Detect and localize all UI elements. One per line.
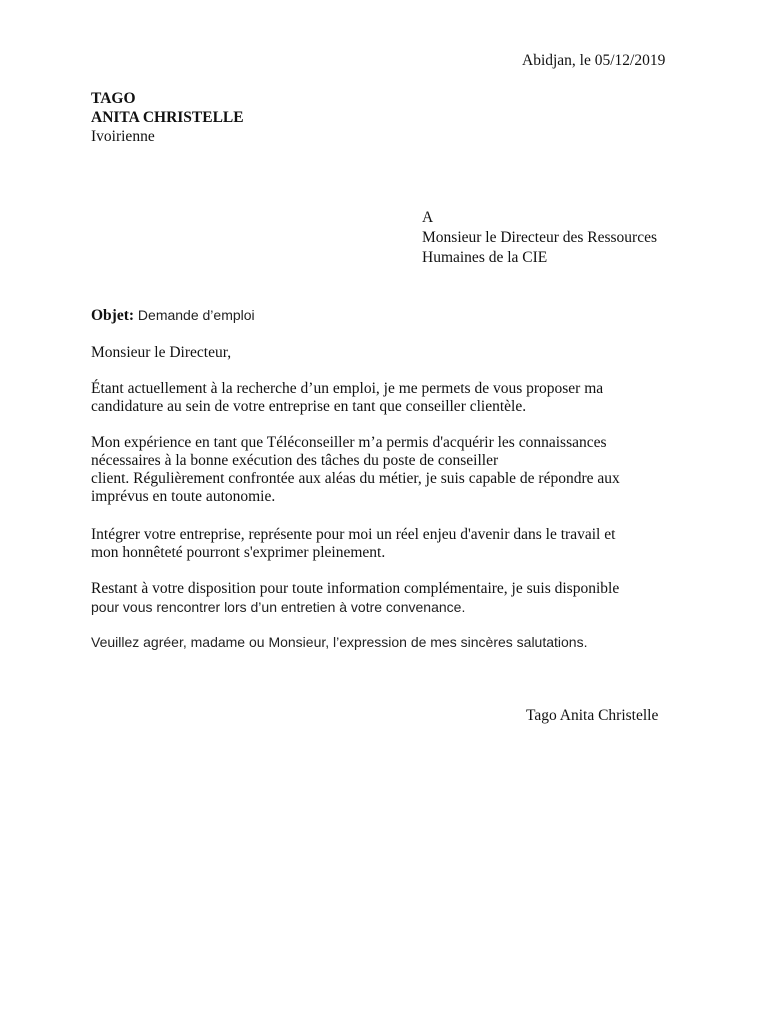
sender-first-names: ANITA CHRISTELLE — [91, 109, 244, 126]
recipient-line-1: A — [422, 209, 434, 226]
subject-label: Objet: — [91, 307, 135, 324]
paragraph-line: imprévus en toute autonomie. — [91, 488, 276, 505]
sender-nationality: Ivoirienne — [91, 128, 155, 145]
paragraph-line: Restant à votre disposition pour toute information complémentaire, je suis disponible — [91, 580, 620, 597]
paragraph-line: Veuillez agréer, madame ou Monsieur, l’expression de mes sincères salutations. — [91, 634, 588, 650]
paragraph-4 — [91, 580, 619, 616]
paragraph-line: candidature au sein de votre entreprise en tant que conseiller clientèle. — [91, 398, 527, 415]
subject-text: Demande d’emploi — [137, 307, 255, 323]
salutation: Monsieur le Directeur, — [91, 344, 232, 361]
signature-name: Tago Anita Christelle — [526, 707, 659, 724]
paragraph-line: Étant actuellement à la recherche d’un emploi, je me permets de vous proposer ma — [91, 380, 604, 397]
paragraph-line: Mon expérience en tant que Téléconseiller m’a permis d'acquérir les connaissances — [91, 434, 607, 451]
paragraph-line: pour vous rencontrer lors d’un entretien à votre convenance. — [91, 599, 466, 615]
paragraph-line: mon honnêteté pourront s'exprimer pleinement. — [91, 544, 386, 561]
paragraph-1 — [91, 380, 603, 416]
paragraph-2 — [91, 434, 620, 506]
paragraph-5 — [91, 633, 587, 651]
recipient-block — [422, 209, 657, 269]
sender-block — [91, 90, 244, 147]
sender-last-name: TAGO — [91, 90, 136, 107]
recipient-line-2: Monsieur le Directeur des Ressources — [422, 229, 658, 246]
paragraph-line: client. Régulièrement confrontée aux aléas du métier, je suis capable de répondre aux — [91, 470, 620, 487]
place-date: Abidjan, le 05/12/2019 — [522, 52, 666, 69]
recipient-line-3: Humaines de la CIE — [422, 249, 548, 266]
paragraph-line: Intégrer votre entreprise, représente pour moi un réel enjeu d'avenir dans le travail et — [91, 526, 616, 543]
paragraph-line: nécessaires à la bonne exécution des tâches du poste de conseiller — [91, 452, 499, 469]
paragraph-3 — [91, 526, 615, 562]
subject-line — [91, 306, 255, 325]
